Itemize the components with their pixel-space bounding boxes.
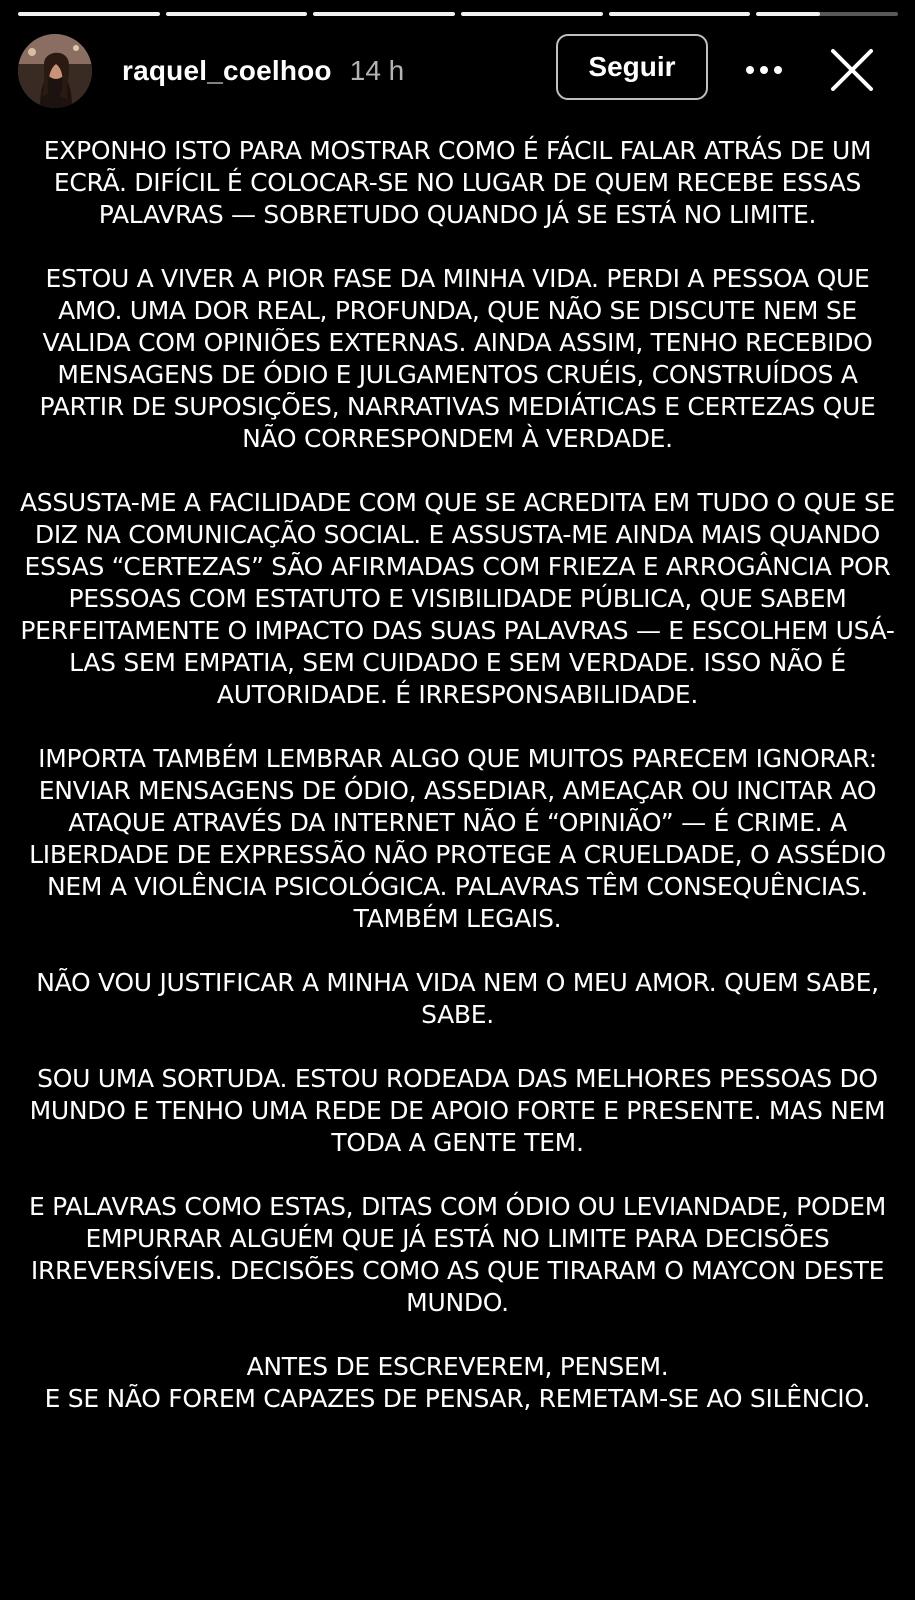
story-line: MUNDO. [406,1288,509,1317]
progress-segment [461,12,603,16]
story-line: E PALAVRAS COMO ESTAS, DITAS COM ÓDIO OU LEVIANDADE, PODEM [28,1192,887,1221]
story-line: NÃO VOU JUSTIFICAR A MINHA VIDA NEM O MEU AMOR. QUEM SABE, [36,968,879,997]
story-line: LIBERDADE DE EXPRESSÃO NÃO PROTEGE A CRUELDADE, O ASSÉDIO [29,840,886,869]
story-line: SOU UMA SORTUDA. ESTOU RODEADA DAS MELHORES PESSOAS DO [37,1064,878,1093]
story-line: PALAVRAS — SOBRETUDO QUANDO JÁ SE ESTÁ NO LIMITE. [98,200,817,229]
story-line: ECRÃ. DIFÍCIL É COLOCAR-SE NO LUGAR DE QUEM RECEBE ESSAS [53,168,862,197]
story-line: ASSUSTA-ME A FACILIDADE COM QUE SE ACREDITA EM TUDO O QUE SE [19,488,896,517]
progress-segment [166,12,308,16]
story-line: LAS SEM EMPATIA, SEM CUIDADO E SEM VERDADE. ISSO NÃO É [69,648,846,677]
story-line: ENVIAR MENSAGENS DE ÓDIO, ASSEDIAR, AMEAÇAR OU INCITAR AO [38,776,877,805]
progress-segment [18,12,160,16]
story-paragraph [0,1351,915,1415]
story-line: TODA A GENTE TEM. [331,1128,584,1157]
story-line: AUTORIDADE. É IRRESPONSABILIDADE. [216,680,699,709]
story-line: IMPORTA TAMBÉM LEMBRAR ALGO QUE MUITOS PARECEM IGNORAR: [38,744,877,773]
progress-segment [313,12,455,16]
story-line: TAMBÉM LEGAIS. [353,904,562,933]
progress-segment-fill [18,12,160,16]
story-line: EXPONHO ISTO PARA MOSTRAR COMO É FÁCIL FALAR ATRÁS DE UM [43,136,872,165]
story-paragraph [0,743,915,935]
follow-button[interactable]: Seguir [556,34,708,100]
progress-segment [756,12,898,16]
story-line: ESTOU A VIVER A PIOR FASE DA MINHA VIDA. PERDI A PESSOA QUE [45,264,870,293]
progress-segment-fill [313,12,455,16]
story-line: MUNDO E TENHO UMA REDE DE APOIO FORTE E PRESENTE. MAS NEM [29,1096,886,1125]
story-paragraph [0,1063,915,1159]
story-line: AMO. UMA DOR REAL, PROFUNDA, QUE NÃO SE DISCUTE NEM SE [58,296,857,325]
post-time: 14 h [349,55,405,86]
story-progress-bar [18,12,898,18]
story-header [18,34,898,108]
story-line: E SE NÃO FOREM CAPAZES DE PENSAR, REMETAM-SE AO SILÊNCIO. [44,1384,871,1413]
progress-segment-fill [166,12,308,16]
story-line: DIZ NA COMUNICAÇÃO SOCIAL. E ASSUSTA-ME AINDA MAIS QUANDO [34,520,881,549]
story-line: ESSAS “CERTEZAS” SÃO AFIRMADAS COM FRIEZA E ARROGÂNCIA POR [24,552,891,581]
story-line: MENSAGENS DE ÓDIO E JULGAMENTOS CRUÉIS, CONSTRUÍDOS A [57,360,858,389]
story-line: ANTES DE ESCREVEREM, PENSEM. [246,1352,669,1381]
story-line: EMPURRAR ALGUÉM QUE JÁ ESTÁ NO LIMITE PARA DECISÕES [85,1224,830,1253]
username[interactable]: raquel_coelhoo [122,55,332,86]
story-text [0,135,915,1447]
avatar-photo [18,34,92,108]
story-line: SABE. [421,1000,494,1029]
avatar[interactable] [18,34,92,108]
story-line: VALIDA COM OPINIÕES EXTERNAS. AINDA ASSIM, TENHO RECEBIDO [42,328,873,357]
story-line: NÃO CORRESPONDEM À VERDADE. [242,424,673,453]
story-paragraph [0,487,915,711]
story-paragraph [0,1191,915,1319]
story-line: IRREVERSÍVEIS. DECISÕES COMO AS QUE TIRARAM O MAYCON DESTE [30,1256,885,1285]
close-button[interactable] [826,44,878,96]
story-paragraph [0,967,915,1031]
story-paragraph [0,263,915,455]
progress-segment [609,12,751,16]
story-line: ATAQUE ATRAVÉS DA INTERNET NÃO É “OPINIÃO” — É CRIME. A [68,808,847,837]
more-button[interactable] [740,50,788,90]
progress-segment-fill [609,12,751,16]
story-paragraph [0,135,915,231]
progress-segment-fill [756,12,820,16]
story-line: PARTIR DE SUPOSIÇÕES, NARRATIVAS MEDIÁTICAS E CERTEZAS QUE [39,392,876,421]
story-line: PERFEITAMENTE O IMPACTO DAS SUAS PALAVRAS — E ESCOLHEM USÁ- [20,616,895,645]
close-icon [829,47,875,93]
progress-segment-fill [461,12,603,16]
story-line: PESSOAS COM ESTATUTO E VISIBILIDADE PÚBLICA, QUE SABEM [68,584,847,613]
story-line: NEM A VIOLÊNCIA PSICOLÓGICA. PALAVRAS TÊM CONSEQUÊNCIAS. [47,872,868,901]
more-icon [744,64,784,76]
